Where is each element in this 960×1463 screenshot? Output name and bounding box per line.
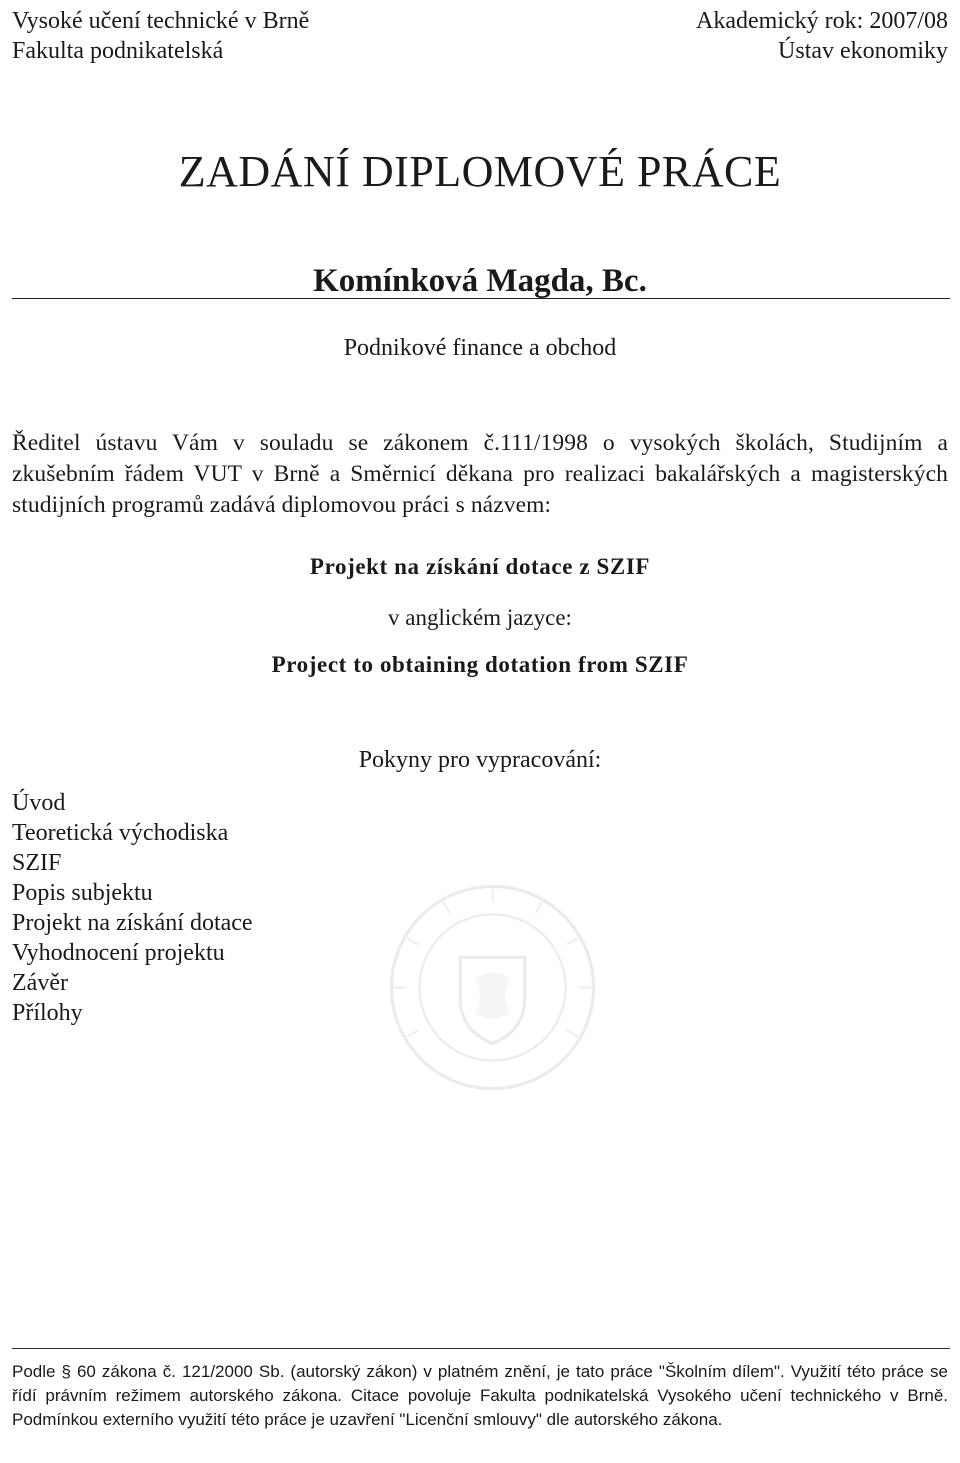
university-seal-icon — [385, 880, 600, 1095]
instruction-item: Úvod — [12, 790, 66, 816]
study-program: Podnikové finance a obchod — [343, 335, 617, 361]
english-title-label: v anglickém jazyce: — [388, 605, 572, 630]
instruction-item: Teoretická východiska — [12, 820, 229, 846]
document-title: ZADÁNÍ DIPLOMOVÉ PRÁCE — [178, 147, 782, 196]
instruction-item: SZIF — [12, 850, 62, 876]
thesis-title-czech: Projekt na získání dotace z SZIF — [309, 554, 651, 579]
instructions-list — [12, 788, 253, 1028]
academic-year: Akademický rok: 2007/08 — [696, 8, 948, 34]
thesis-title-english: Project to obtaining dotation from SZIF — [271, 652, 689, 677]
instruction-item: Přílohy — [12, 1000, 83, 1026]
student-name: Komínková Magda, Bc. — [313, 263, 647, 299]
intro-paragraph: Ředitel ústavu Vám v souladu se zákonem č.111/1998 o vysokých školách, Studijním a zkušebním řádem VUT v Brně a Směrnicí děkana pro realizaci bakalářských a magisterských studijních programů zadává diplomovou práci s názvem: — [12, 430, 948, 518]
footer-divider — [12, 1348, 950, 1349]
instructions-heading: Pokyny pro vypracování: — [358, 747, 602, 773]
instruction-item: Vyhodnocení projektu — [12, 940, 225, 966]
department-name: Ústav ekonomiky — [778, 38, 948, 64]
header-left — [12, 6, 309, 66]
instruction-item: Závěr — [12, 970, 68, 996]
copyright-notice: Podle § 60 zákona č. 121/2000 Sb. (autorský zákon) v platném znění, je tato práce "Školním dílem". Využití této práce se řídí právním režimem autorského zákona. Citace povoluje Fakulta podnikatelská Vysokého učení technického v Brně. Podmínkou externího využití této práce je uzavření "Licenční smlouvy" dle autorského zákona. — [12, 1362, 948, 1429]
student-divider — [12, 298, 950, 299]
university-name: Vysoké učení technické v Brně — [12, 8, 310, 34]
header-right — [696, 6, 948, 66]
faculty-name: Fakulta podnikatelská — [12, 38, 224, 64]
instruction-item: Projekt na získání dotace — [12, 910, 253, 936]
instruction-item: Popis subjektu — [12, 880, 153, 906]
